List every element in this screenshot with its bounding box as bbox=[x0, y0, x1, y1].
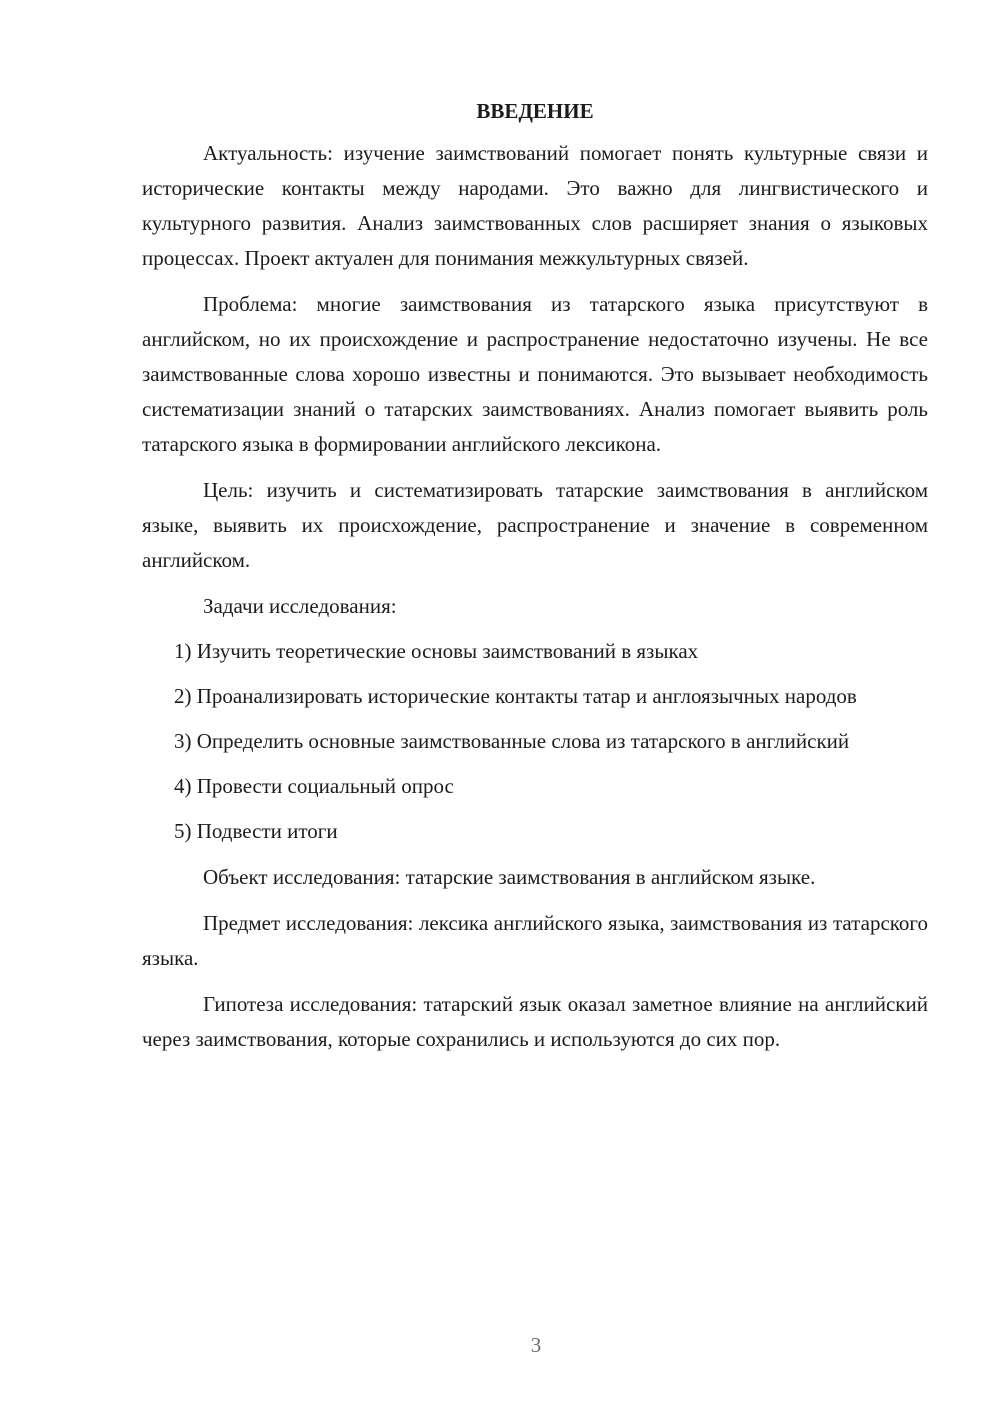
paragraph-hypothesis: Гипотеза исследования: татарский язык оказал заметное влияние на английский через заимствования, которые сохранились и используются до сих пор. bbox=[142, 992, 928, 1051]
document-page bbox=[142, 96, 928, 1057]
paragraph-relevance: Актуальность: изучение заимствований помогает понять культурные связи и исторические контакты между народами. Это важно для лингвистического и культурного развития. Анализ заимствованных слов расширяет знания о языковых процессах. Проект актуален для понимания межкультурных связей. bbox=[142, 141, 928, 270]
tasks-title: Задачи исследования: bbox=[203, 594, 397, 618]
paragraph-problem: Проблема: многие заимствования из татарского языка присутствуют в английском, но их происхождение и распространение недостаточно изучены. Не все заимствованные слова хорошо известны и понимаются. Это вызывает необходимость систематизации знаний о татарских заимствованиях. Анализ помогает выявить роль татарского языка в формировании английского лексикона. bbox=[142, 292, 928, 456]
task-item-5: 5) Подвести итоги bbox=[174, 819, 338, 843]
task-item-3: 3) Определить основные заимствованные слова из татарского в английский bbox=[174, 729, 850, 753]
task-item-4: 4) Провести социальный опрос bbox=[174, 774, 454, 798]
paragraph-subject: Предмет исследования: лексика английского языка, заимствования из татарского языка. bbox=[142, 911, 928, 970]
section-heading: ВВЕДЕНИЕ bbox=[476, 99, 594, 123]
task-item-2: 2) Проанализировать исторические контакты татар и англоязычных народов bbox=[174, 684, 857, 708]
paragraph-goal: Цель: изучить и систематизировать татарские заимствования в английском языке, выявить их происхождение, распространение и значение в современном английском. bbox=[142, 478, 928, 572]
task-item-1: 1) Изучить теоретические основы заимствований в языках bbox=[174, 639, 699, 663]
page-number: 3 bbox=[530, 1333, 542, 1357]
paragraph-object: Объект исследования: татарские заимствования в английском языке. bbox=[203, 865, 816, 889]
